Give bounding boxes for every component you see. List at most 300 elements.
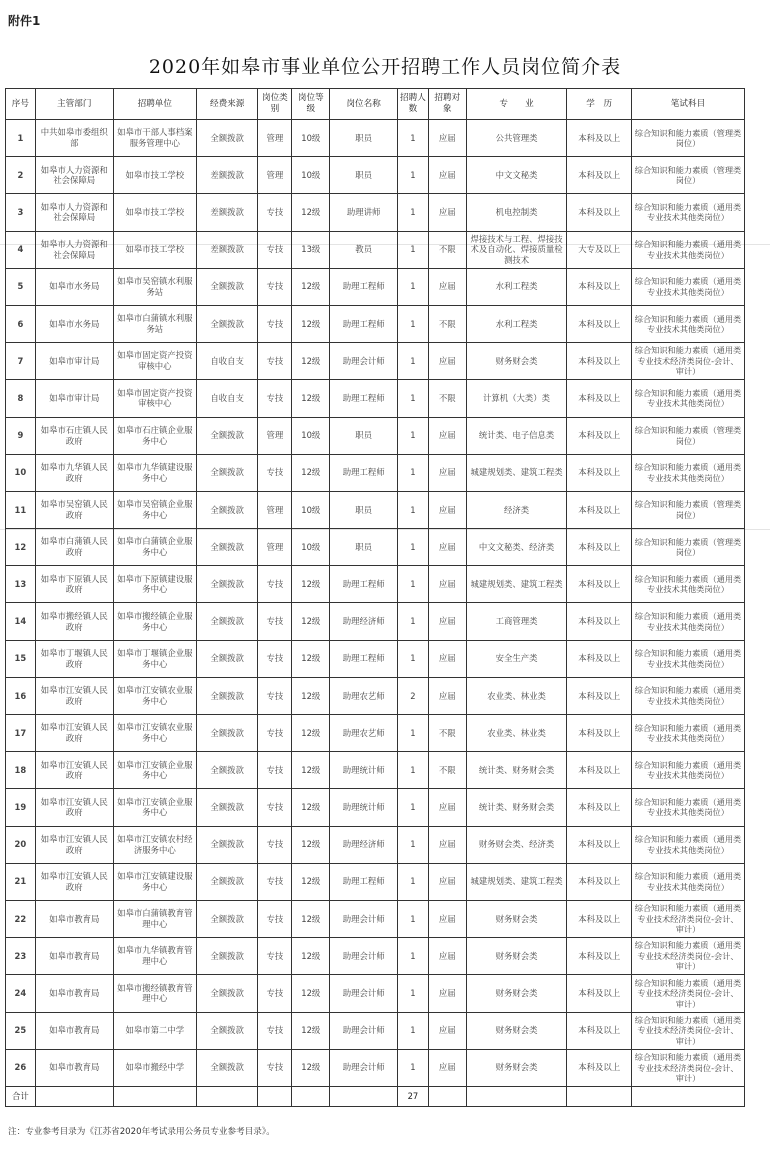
cell-position: 助理工程师 (330, 380, 398, 417)
cell-grade: 12级 (292, 566, 330, 603)
cell-category: 专技 (258, 268, 292, 305)
cell-education: 本科及以上 (567, 491, 632, 528)
cell-index: 2 (6, 157, 36, 194)
cell-funding: 全额拨款 (196, 120, 258, 157)
cell-funding: 全额拨款 (196, 417, 258, 454)
table-row (6, 938, 745, 975)
cell-funding: 全额拨款 (196, 715, 258, 752)
cell-target: 不限 (428, 715, 466, 752)
cell-target: 应届 (428, 938, 466, 975)
cell-position: 职员 (330, 529, 398, 566)
cell-target: 应届 (428, 566, 466, 603)
table-row (6, 975, 745, 1012)
cell-employer: 如皋市九华镇教育管理中心 (113, 938, 196, 975)
table-row (6, 603, 745, 640)
cell-department: 如皋市丁堰镇人民政府 (35, 640, 113, 677)
cell-count: 1 (398, 900, 429, 937)
cell-major: 统计类、电子信息类 (466, 417, 567, 454)
cell-education: 本科及以上 (567, 1049, 632, 1086)
cell-count: 1 (398, 529, 429, 566)
cell-funding: 差额拨款 (196, 157, 258, 194)
cell-education: 本科及以上 (567, 826, 632, 863)
cell-target: 不限 (428, 305, 466, 342)
cell-education: 本科及以上 (567, 120, 632, 157)
header-position: 岗位名称 (330, 89, 398, 120)
cell-position: 教员 (330, 231, 398, 268)
cell-index: 15 (6, 640, 36, 677)
cell-count: 1 (398, 640, 429, 677)
cell-exam: 综合知识和能力素质（通用类专业技术其他类岗位） (632, 380, 745, 417)
header-employer: 招聘单位 (113, 89, 196, 120)
cell-education: 本科及以上 (567, 305, 632, 342)
cell-index: 12 (6, 529, 36, 566)
cell-category: 专技 (258, 715, 292, 752)
cell-category: 专技 (258, 826, 292, 863)
cell-major: 水利工程类 (466, 268, 567, 305)
cell-category: 专技 (258, 789, 292, 826)
cell-category: 管理 (258, 417, 292, 454)
cell-education: 本科及以上 (567, 640, 632, 677)
cell-exam: 综合知识和能力素质（通用类专业技术其他类岗位） (632, 305, 745, 342)
cell-major: 中文文秘类、经济类 (466, 529, 567, 566)
cell-category: 专技 (258, 900, 292, 937)
cell-target: 应届 (428, 454, 466, 491)
cell-employer: 如皋市固定资产投资审核中心 (113, 380, 196, 417)
cell-education: 本科及以上 (567, 752, 632, 789)
cell-index: 17 (6, 715, 36, 752)
cell-grade: 12级 (292, 454, 330, 491)
cell-index: 5 (6, 268, 36, 305)
cell-employer: 如皋市江安镇农业服务中心 (113, 677, 196, 714)
cell-position: 助理统计师 (330, 789, 398, 826)
cell-category: 专技 (258, 863, 292, 900)
table-row (6, 752, 745, 789)
cell-category: 专技 (258, 305, 292, 342)
cell-exam: 综合知识和能力素质（管理类岗位） (632, 529, 745, 566)
cell-index: 21 (6, 863, 36, 900)
cell-major: 财务财会类 (466, 343, 567, 380)
cell-index: 4 (6, 231, 36, 268)
cell-category: 专技 (258, 640, 292, 677)
table-row (6, 715, 745, 752)
cell-exam: 综合知识和能力素质（通用类专业技术其他类岗位） (632, 640, 745, 677)
cell-index: 16 (6, 677, 36, 714)
cell-category: 专技 (258, 343, 292, 380)
cell-employer: 如皋市江安镇企业服务中心 (113, 752, 196, 789)
cell-funding: 全额拨款 (196, 1012, 258, 1049)
cell-position: 职员 (330, 491, 398, 528)
cell-count: 1 (398, 1012, 429, 1049)
cell-department: 如皋市白蒲镇人民政府 (35, 529, 113, 566)
cell-target: 应届 (428, 343, 466, 380)
cell-major: 城建规划类、建筑工程类 (466, 863, 567, 900)
cell-department: 如皋市人力资源和社会保障局 (35, 157, 113, 194)
cell-grade: 10级 (292, 157, 330, 194)
cell-grade: 12级 (292, 380, 330, 417)
cell-index: 6 (6, 305, 36, 342)
cell-department: 如皋市教育局 (35, 1012, 113, 1049)
cell-category: 专技 (258, 677, 292, 714)
cell-employer: 如皋市搬经镇教育管理中心 (113, 975, 196, 1012)
cell-count: 1 (398, 454, 429, 491)
cell-target: 不限 (428, 752, 466, 789)
cell-grade: 10级 (292, 120, 330, 157)
cell-employer: 如皋市固定资产投资审核中心 (113, 343, 196, 380)
cell-employer: 如皋市技工学校 (113, 194, 196, 231)
cell-count: 1 (398, 752, 429, 789)
cell-position: 助理会计师 (330, 1049, 398, 1086)
table-row (6, 863, 745, 900)
cell-index: 25 (6, 1012, 36, 1049)
cell-funding: 全额拨款 (196, 305, 258, 342)
total-label: 合计 (6, 1086, 36, 1106)
cell-major: 中文文秘类 (466, 157, 567, 194)
cell-position: 职员 (330, 157, 398, 194)
cell-exam: 综合知识和能力素质（通用类专业技术其他类岗位） (632, 566, 745, 603)
cell-department: 如皋市下原镇人民政府 (35, 566, 113, 603)
cell-department: 如皋市水务局 (35, 268, 113, 305)
header-department: 主管部门 (35, 89, 113, 120)
total-cell (330, 1086, 398, 1106)
cell-count: 1 (398, 826, 429, 863)
cell-education: 本科及以上 (567, 1012, 632, 1049)
cell-position: 助理工程师 (330, 566, 398, 603)
cell-category: 专技 (258, 603, 292, 640)
cell-exam: 综合知识和能力素质（通用类专业技术其他类岗位） (632, 789, 745, 826)
cell-target: 不限 (428, 380, 466, 417)
cell-position: 助理会计师 (330, 900, 398, 937)
cell-employer: 如皋市江安镇农村经济服务中心 (113, 826, 196, 863)
cell-exam: 综合知识和能力素质（通用类专业技术其他类岗位） (632, 715, 745, 752)
page-title: 2020年如皋市事业单位公开招聘工作人员岗位简介表 (148, 56, 622, 78)
cell-employer: 如皋市搬经中学 (113, 1049, 196, 1086)
cell-funding: 全额拨款 (196, 938, 258, 975)
cell-grade: 12级 (292, 1049, 330, 1086)
cell-count: 1 (398, 343, 429, 380)
cell-category: 专技 (258, 1012, 292, 1049)
cell-category: 专技 (258, 566, 292, 603)
cell-grade: 12级 (292, 789, 330, 826)
cell-employer: 如皋市白蒲镇企业服务中心 (113, 529, 196, 566)
cell-department: 如皋市教育局 (35, 1049, 113, 1086)
cell-exam: 综合知识和能力素质（通用类专业技术经济类岗位-会计、审计） (632, 1012, 745, 1049)
cell-education: 本科及以上 (567, 417, 632, 454)
cell-position: 助理会计师 (330, 975, 398, 1012)
header-grade: 岗位等级 (292, 89, 330, 120)
cell-grade: 12级 (292, 900, 330, 937)
total-cell (428, 1086, 466, 1106)
total-cell (258, 1086, 292, 1106)
cell-count: 1 (398, 380, 429, 417)
cell-employer: 如皋市白蒲镇教育管理中心 (113, 900, 196, 937)
table-row (6, 900, 745, 937)
cell-target: 应届 (428, 194, 466, 231)
cell-index: 10 (6, 454, 36, 491)
header-major: 专 业 (466, 89, 567, 120)
cell-education: 本科及以上 (567, 566, 632, 603)
cell-category: 专技 (258, 752, 292, 789)
cell-major: 财务财会类 (466, 900, 567, 937)
cell-exam: 综合知识和能力素质（通用类专业技术经济类岗位-会计、审计） (632, 975, 745, 1012)
total-cell (567, 1086, 632, 1106)
table-row (6, 454, 745, 491)
cell-grade: 12级 (292, 677, 330, 714)
cell-education: 本科及以上 (567, 789, 632, 826)
cell-education: 本科及以上 (567, 268, 632, 305)
cell-funding: 全额拨款 (196, 863, 258, 900)
cell-education: 本科及以上 (567, 900, 632, 937)
cell-major: 公共管理类 (466, 120, 567, 157)
cell-major: 农业类、林业类 (466, 715, 567, 752)
cell-grade: 12级 (292, 603, 330, 640)
cell-index: 20 (6, 826, 36, 863)
table-row (6, 1049, 745, 1086)
cell-index: 23 (6, 938, 36, 975)
cell-category: 管理 (258, 120, 292, 157)
header-education: 学 历 (567, 89, 632, 120)
cell-employer: 如皋市江安镇企业服务中心 (113, 789, 196, 826)
cell-category: 管理 (258, 157, 292, 194)
cell-exam: 综合知识和能力素质（通用类专业技术其他类岗位） (632, 826, 745, 863)
cell-target: 应届 (428, 789, 466, 826)
cell-education: 本科及以上 (567, 938, 632, 975)
cell-count: 1 (398, 603, 429, 640)
cell-department: 如皋市搬经镇人民政府 (35, 603, 113, 640)
cell-index: 11 (6, 491, 36, 528)
cell-department: 如皋市人力资源和社会保障局 (35, 194, 113, 231)
cell-major: 经济类 (466, 491, 567, 528)
total-cell (35, 1086, 113, 1106)
cell-count: 2 (398, 677, 429, 714)
cell-major: 统计类、财务财会类 (466, 752, 567, 789)
cell-grade: 12级 (292, 826, 330, 863)
cell-target: 应届 (428, 491, 466, 528)
cell-position: 助理工程师 (330, 454, 398, 491)
cell-education: 本科及以上 (567, 157, 632, 194)
cell-target: 应届 (428, 640, 466, 677)
cell-target: 应届 (428, 975, 466, 1012)
cell-education: 本科及以上 (567, 380, 632, 417)
cell-grade: 12级 (292, 1012, 330, 1049)
cell-count: 1 (398, 491, 429, 528)
cell-department: 如皋市江安镇人民政府 (35, 677, 113, 714)
cell-employer: 如皋市技工学校 (113, 157, 196, 194)
cell-exam: 综合知识和能力素质（管理类岗位） (632, 157, 745, 194)
cell-major: 财务财会类 (466, 1012, 567, 1049)
cell-funding: 差额拨款 (196, 231, 258, 268)
table-row (6, 120, 745, 157)
cell-grade: 12级 (292, 715, 330, 752)
cell-grade: 10级 (292, 491, 330, 528)
cell-department: 如皋市江安镇人民政府 (35, 715, 113, 752)
cell-position: 助理经济师 (330, 826, 398, 863)
table-row (6, 231, 745, 268)
table-row (6, 640, 745, 677)
cell-target: 应届 (428, 603, 466, 640)
cell-exam: 综合知识和能力素质（通用类专业技术其他类岗位） (632, 603, 745, 640)
cell-count: 1 (398, 268, 429, 305)
table-row (6, 194, 745, 231)
cell-category: 专技 (258, 194, 292, 231)
cell-count: 1 (398, 305, 429, 342)
cell-major: 安全生产类 (466, 640, 567, 677)
cell-major: 农业类、林业类 (466, 677, 567, 714)
cell-target: 应届 (428, 826, 466, 863)
cell-exam: 综合知识和能力素质（管理类岗位） (632, 491, 745, 528)
cell-position: 助理工程师 (330, 863, 398, 900)
cell-department: 如皋市石庄镇人民政府 (35, 417, 113, 454)
cell-count: 1 (398, 231, 429, 268)
cell-funding: 全额拨款 (196, 566, 258, 603)
cell-grade: 12级 (292, 863, 330, 900)
cell-major: 城建规划类、建筑工程类 (466, 566, 567, 603)
cell-exam: 综合知识和能力素质（通用类专业技术其他类岗位） (632, 677, 745, 714)
cell-major: 统计类、财务财会类 (466, 789, 567, 826)
positions-table (5, 88, 745, 1107)
table-row (6, 157, 745, 194)
cell-index: 3 (6, 194, 36, 231)
cell-index: 24 (6, 975, 36, 1012)
cell-education: 本科及以上 (567, 343, 632, 380)
cell-employer: 如皋市江安镇建设服务中心 (113, 863, 196, 900)
cell-education: 本科及以上 (567, 677, 632, 714)
cell-major: 城建规划类、建筑工程类 (466, 454, 567, 491)
cell-target: 不限 (428, 231, 466, 268)
cell-count: 1 (398, 194, 429, 231)
cell-target: 应届 (428, 268, 466, 305)
cell-target: 应届 (428, 157, 466, 194)
cell-grade: 12级 (292, 938, 330, 975)
cell-department: 如皋市审计局 (35, 343, 113, 380)
cell-target: 应届 (428, 1049, 466, 1086)
header-exam: 笔试科目 (632, 89, 745, 120)
cell-position: 助理工程师 (330, 305, 398, 342)
cell-funding: 全额拨款 (196, 1049, 258, 1086)
cell-category: 专技 (258, 938, 292, 975)
footnote: 注：专业参考目录为《江苏省2020年考试录用公务员专业参考目录》。 (8, 1127, 275, 1137)
cell-count: 1 (398, 789, 429, 826)
table-row (6, 305, 745, 342)
cell-count: 1 (398, 157, 429, 194)
attachment-label: 附件1 (8, 14, 41, 28)
cell-employer: 如皋市干部人事档案服务管理中心 (113, 120, 196, 157)
cell-funding: 全额拨款 (196, 454, 258, 491)
cell-position: 职员 (330, 120, 398, 157)
cell-category: 管理 (258, 529, 292, 566)
table-row (6, 566, 745, 603)
cell-exam: 综合知识和能力素质（通用类专业技术其他类岗位） (632, 454, 745, 491)
cell-major: 计算机（大类）类 (466, 380, 567, 417)
cell-position: 助理统计师 (330, 752, 398, 789)
cell-index: 9 (6, 417, 36, 454)
header-index: 序号 (6, 89, 36, 120)
cell-index: 18 (6, 752, 36, 789)
cell-category: 专技 (258, 1049, 292, 1086)
cell-count: 1 (398, 715, 429, 752)
cell-index: 13 (6, 566, 36, 603)
cell-employer: 如皋市搬经镇企业服务中心 (113, 603, 196, 640)
cell-target: 应届 (428, 1012, 466, 1049)
cell-category: 专技 (258, 975, 292, 1012)
cell-major: 水利工程类 (466, 305, 567, 342)
cell-grade: 13级 (292, 231, 330, 268)
cell-funding: 全额拨款 (196, 752, 258, 789)
cell-department: 如皋市江安镇人民政府 (35, 826, 113, 863)
cell-index: 7 (6, 343, 36, 380)
cell-position: 职员 (330, 417, 398, 454)
cell-major: 财务财会类 (466, 938, 567, 975)
cell-index: 8 (6, 380, 36, 417)
cell-grade: 12级 (292, 343, 330, 380)
total-count: 27 (398, 1086, 429, 1106)
cell-department: 如皋市江安镇人民政府 (35, 863, 113, 900)
cell-count: 1 (398, 938, 429, 975)
cell-target: 应届 (428, 529, 466, 566)
cell-department: 如皋市人力资源和社会保障局 (35, 231, 113, 268)
header-count: 招聘人数 (398, 89, 429, 120)
cell-department: 中共如皋市委组织部 (35, 120, 113, 157)
cell-position: 助理会计师 (330, 343, 398, 380)
cell-department: 如皋市九华镇人民政府 (35, 454, 113, 491)
cell-employer: 如皋市吴窑镇企业服务中心 (113, 491, 196, 528)
cell-department: 如皋市吴窑镇人民政府 (35, 491, 113, 528)
table-row (6, 677, 745, 714)
cell-target: 应届 (428, 120, 466, 157)
cell-department: 如皋市审计局 (35, 380, 113, 417)
total-cell (196, 1086, 258, 1106)
table-row (6, 1012, 745, 1049)
cell-education: 本科及以上 (567, 529, 632, 566)
cell-count: 1 (398, 863, 429, 900)
cell-grade: 10级 (292, 529, 330, 566)
cell-funding: 差额拨款 (196, 194, 258, 231)
cell-exam: 综合知识和能力素质（通用类专业技术经济类岗位-会计、审计） (632, 938, 745, 975)
cell-education: 本科及以上 (567, 715, 632, 752)
cell-major: 财务财会类、经济类 (466, 826, 567, 863)
cell-exam: 综合知识和能力素质（管理类岗位） (632, 120, 745, 157)
total-row (6, 1086, 745, 1106)
cell-grade: 12级 (292, 752, 330, 789)
cell-index: 1 (6, 120, 36, 157)
cell-category: 专技 (258, 454, 292, 491)
header-category: 岗位类别 (258, 89, 292, 120)
cell-category: 管理 (258, 491, 292, 528)
cell-employer: 如皋市石庄镇企业服务中心 (113, 417, 196, 454)
cell-grade: 12级 (292, 975, 330, 1012)
cell-exam: 综合知识和能力素质（通用类专业技术其他类岗位） (632, 863, 745, 900)
cell-count: 1 (398, 975, 429, 1012)
table-row (6, 826, 745, 863)
cell-employer: 如皋市下原镇建设服务中心 (113, 566, 196, 603)
table-row (6, 268, 745, 305)
cell-department: 如皋市教育局 (35, 938, 113, 975)
cell-funding: 全额拨款 (196, 640, 258, 677)
cell-count: 1 (398, 1049, 429, 1086)
cell-funding: 全额拨款 (196, 789, 258, 826)
cell-employer: 如皋市白蒲镇水利服务站 (113, 305, 196, 342)
cell-count: 1 (398, 120, 429, 157)
header-funding: 经费来源 (196, 89, 258, 120)
cell-grade: 10级 (292, 417, 330, 454)
cell-major: 机电控制类 (466, 194, 567, 231)
cell-funding: 全额拨款 (196, 268, 258, 305)
total-cell (466, 1086, 567, 1106)
cell-exam: 综合知识和能力素质（通用类专业技术经济类岗位-会计、审计） (632, 1049, 745, 1086)
cell-position: 助理工程师 (330, 640, 398, 677)
cell-position: 助理工程师 (330, 268, 398, 305)
cell-funding: 全额拨款 (196, 975, 258, 1012)
cell-major: 财务财会类 (466, 975, 567, 1012)
